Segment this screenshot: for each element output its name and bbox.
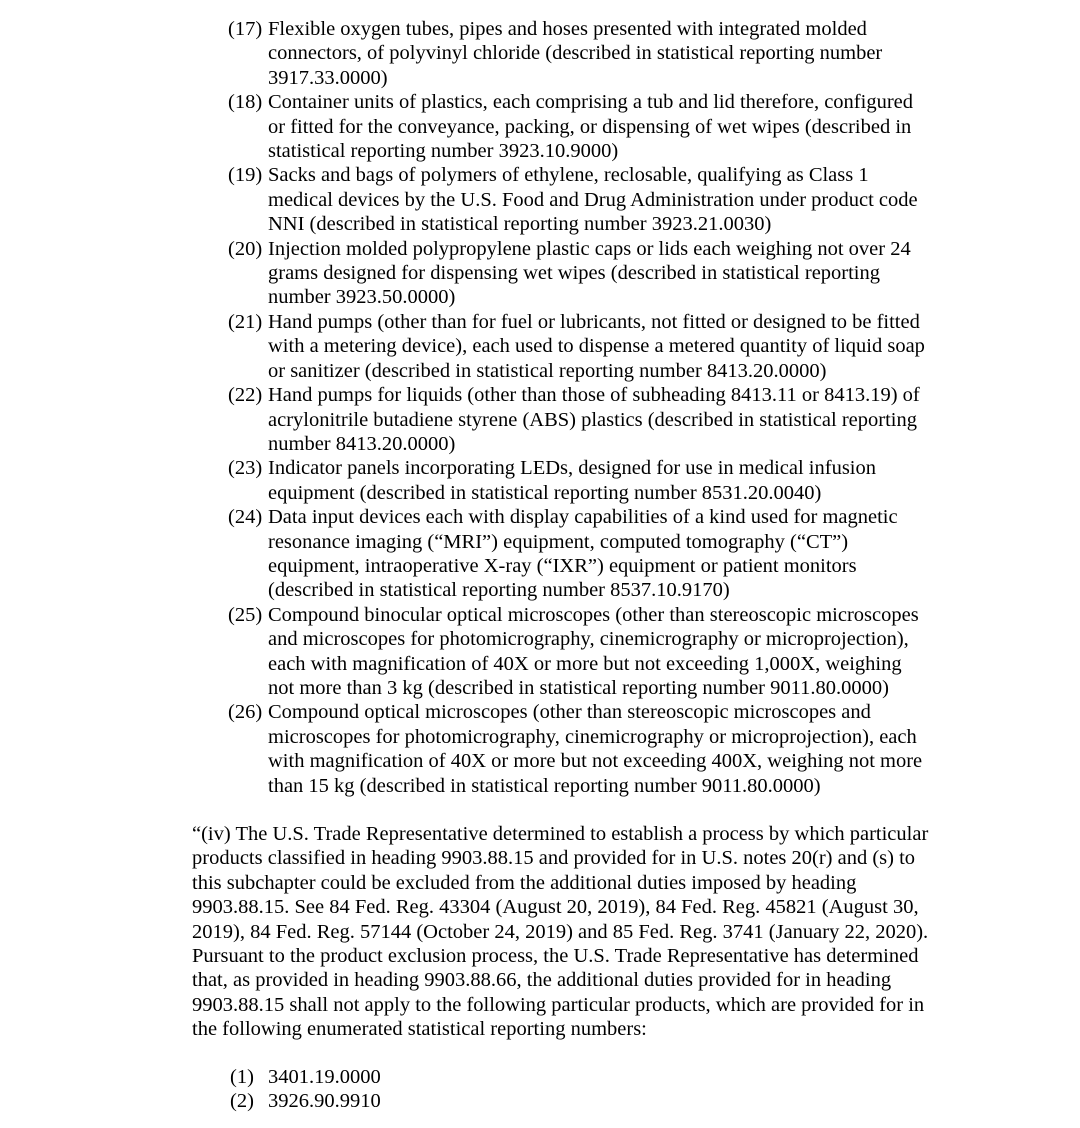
item-text [268,505,968,603]
item-number: (17) [228,18,263,40]
list-item [228,603,968,701]
item-number: (25) [228,603,263,626]
item-line: than 15 kg (described in statistical reporting number 9011.80.0000) [268,774,821,797]
exclusion-paragraph [192,822,992,1042]
item-line: or fitted for the conveyance, packing, or dispensing of wet wipes (described in [268,115,912,138]
item-number: (24) [228,506,263,529]
item-number: (2) [230,1090,254,1113]
item-line: Indicator panels incorporating LEDs, designed for use in medical infusion [268,457,877,480]
paragraph-line: 2019), 84 Fed. Reg. 57144 (October 24, 2019) and 85 Fed. Reg. 3741 (January 22, 2020). [192,920,929,943]
item-number: (19) [228,164,263,187]
item-line: equipment, intraoperative X-ray (“IXR”) equipment or patient monitors [268,554,857,577]
item-line: Flexible oxygen tubes, pipes and hoses presented with integrated molded [268,18,867,40]
statistical-number: 3401.19.0000 [268,1066,381,1088]
item-text [268,456,968,505]
item-line: acrylonitrile butadiene styrene (ABS) plastics (described in statistical reporting [268,408,917,431]
item-line: with a metering device), each used to dispense a metered quantity of liquid soap [268,335,925,358]
list-item [228,17,968,90]
item-line: statistical reporting number 3923.10.9000) [268,140,619,163]
item-text [268,237,968,310]
item-number: (23) [228,457,263,480]
item-text [268,90,968,163]
item-line: NNI (described in statistical reporting number 3923.21.0030) [268,213,772,236]
paragraph-line: “(iv) The U.S. Trade Representative determined to establish a process by which particular [192,823,929,845]
item-line: not more than 3 kg (described in statistical reporting number 9011.80.0000) [268,676,889,699]
item-line: each with magnification of 40X or more but not exceeding 1,000X, weighing [268,652,902,675]
item-line: Data input devices each with display capabilities of a kind used for magnetic [268,506,898,529]
list-item [230,1089,630,1113]
item-line: grams designed for dispensing wet wipes (described in statistical reporting [268,262,881,285]
item-line: connectors, of polyvinyl chloride (described in statistical reporting number [268,42,883,65]
paragraph-line: the following enumerated statistical reporting numbers: [192,1018,647,1041]
item-text [268,603,968,701]
item-number: (26) [228,701,263,724]
item-line: with magnification of 40X or more but not exceeding 400X, weighing not more [268,750,923,773]
paragraph-line: 9903.88.15. See 84 Fed. Reg. 43304 (August 20, 2019), 84 Fed. Reg. 45821 (August 30, [192,896,919,919]
item-line: 3917.33.0000) [268,66,388,89]
item-number: (18) [228,91,263,114]
list-item [228,310,968,383]
item-line: Hand pumps (other than for fuel or lubricants, not fitted or designed to be fitted [268,310,920,333]
list-item [228,163,968,236]
item-line: Compound optical microscopes (other than stereoscopic microscopes and [268,701,871,724]
item-text [268,17,968,90]
item-line: Sacks and bags of polymers of ethylene, reclosable, qualifying as Class 1 [268,164,869,187]
paragraph-line: products classified in heading 9903.88.15 and provided for in U.S. notes 20(r) and (s) to [192,847,916,870]
item-line: microscopes for photomicrography, cinemicrography or microprojection), each [268,725,917,748]
item-line: medical devices by the U.S. Food and Drug Administration under product code [268,188,918,211]
item-text [268,383,968,456]
item-number: (1) [230,1066,254,1088]
paragraph-line: Pursuant to the product exclusion process, the U.S. Trade Representative has determined [192,945,919,968]
paragraph-line: 9903.88.15 shall not apply to the following particular products, which are provided for in [192,993,925,1016]
item-line: (described in statistical reporting number 8537.10.9170) [268,579,730,602]
item-line: Injection molded polypropylene plastic caps or lids each weighing not over 24 [268,237,911,260]
item-text [268,163,968,236]
list-item [228,456,968,505]
product-list [228,17,968,798]
paragraph-line: that, as provided in heading 9903.88.66, the additional duties provided for in heading [192,969,892,992]
paragraph-line: this subchapter could be excluded from the additional duties imposed by heading [192,871,857,894]
item-line: Compound binocular optical microscopes (other than stereoscopic microscopes [268,603,919,626]
list-item [228,90,968,163]
list-item [228,383,968,456]
item-number: (22) [228,384,263,407]
statistical-numbers-list [230,1065,630,1114]
item-number: (21) [228,310,263,333]
item-number: (20) [228,237,263,260]
list-item [228,700,968,798]
item-line: equipment (described in statistical reporting number 8531.20.0040) [268,481,822,504]
item-line: Container units of plastics, each comprising a tub and lid therefore, configured [268,91,913,114]
list-item [228,505,968,603]
item-line: and microscopes for photomicrography, cinemicrography or microprojection), [268,628,909,651]
item-line: resonance imaging (“MRI”) equipment, computed tomography (“CT”) [268,530,849,553]
item-line: number 8413.20.0000) [268,432,456,455]
list-item [228,237,968,310]
item-text [268,310,968,383]
item-line: Hand pumps for liquids (other than those of subheading 8413.11 or 8413.19) of [268,384,920,407]
item-line: or sanitizer (described in statistical reporting number 8413.20.0000) [268,359,827,382]
list-item [230,1065,630,1089]
item-text [268,700,968,798]
item-line: number 3923.50.0000) [268,286,456,309]
statistical-number: 3926.90.9910 [268,1090,381,1113]
